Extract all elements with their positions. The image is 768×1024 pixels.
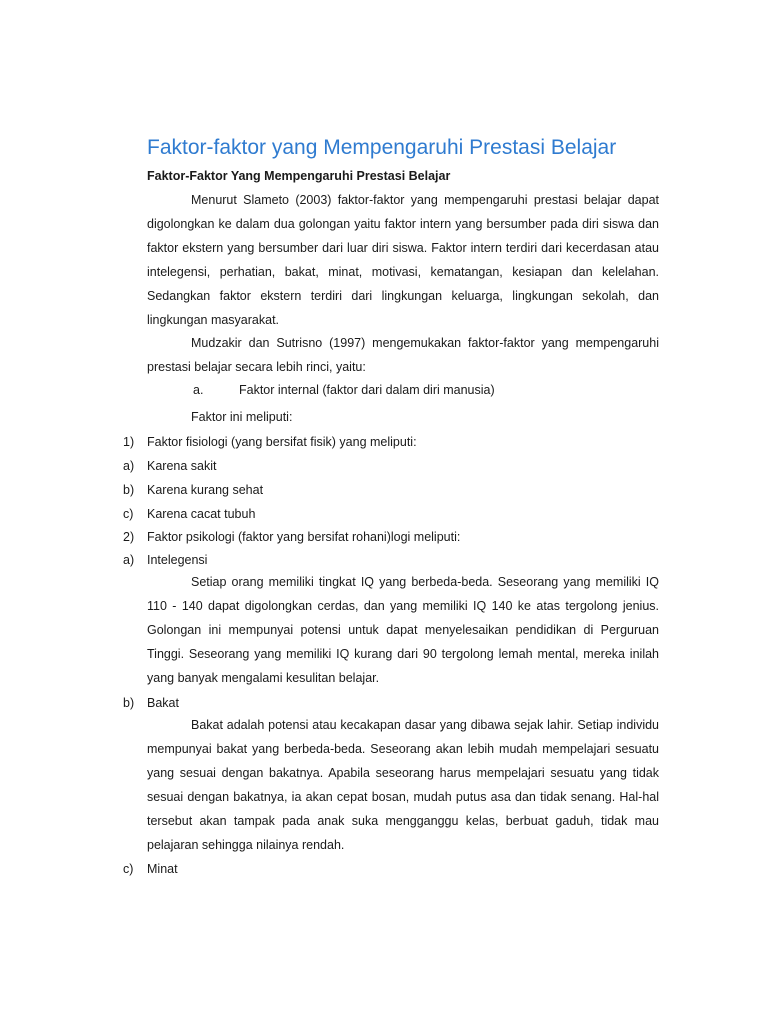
faktor-meliputi-text: Faktor ini meliputi: xyxy=(191,410,293,424)
paragraph-mudzakir xyxy=(147,332,659,380)
list-marker: 2) xyxy=(123,530,135,544)
list-marker: a) xyxy=(123,459,135,473)
paragraph-text: Menurut Slameto (2003) faktor-faktor yang mempengaruhi prestasi belajar dapat digolongkan ke dalam dua golongan yaitu faktor intern yang bersumber pada diri siswa dan faktor ekstern yang bersumber dari luar diri siswa. Faktor intern terdiri dari kecerdasan atau intelegensi, perhatian, bakat, minat, motivasi, kematangan, kesiapan dan kelelahan. Sedangkan faktor ekstern terdiri dari lingkungan keluarga, lingkungan sekolah, dan lingkungan masyarakat. xyxy=(147,193,659,327)
list-marker: 1) xyxy=(123,435,135,449)
list-marker: c) xyxy=(123,862,134,876)
section-heading: Faktor-Faktor Yang Mempengaruhi Prestasi Belajar xyxy=(147,169,451,183)
list-item-text: Faktor fisiologi (yang bersifat fisik) yang meliputi: xyxy=(147,435,417,449)
list-item-text: Minat xyxy=(147,862,178,876)
list-marker: c) xyxy=(123,507,134,521)
paragraph-text: Setiap orang memiliki tingkat IQ yang berbeda-beda. Seseorang yang memiliki IQ 110 - 140 dapat digolongkan cerdas, dan yang memiliki IQ 140 ke atas tergolong jenius. Golongan ini mempunyai potensi untuk dapat menyelesaikan pendidikan di Perguruan Tinggi. Seseorang yang memiliki IQ kurang dari 90 tergolong lemah mental, mereka inilah yang banyak mengalami kesulitan belajar. xyxy=(147,575,659,685)
point-a-marker: a. xyxy=(193,383,204,397)
list-marker: b) xyxy=(123,483,135,497)
list-marker: a) xyxy=(123,553,135,567)
paragraph-intelegensi xyxy=(147,571,659,691)
list-item-text: Intelegensi xyxy=(147,553,208,567)
list-item-text: Karena cacat tubuh xyxy=(147,507,256,521)
point-a-text: Faktor internal (faktor dari dalam diri manusia) xyxy=(239,383,495,397)
paragraph-text: Mudzakir dan Sutrisno (1997) mengemukakan faktor-faktor yang mempengaruhi prestasi belajar secara lebih rinci, yaitu: xyxy=(147,336,659,374)
paragraph-text: Bakat adalah potensi atau kecakapan dasar yang dibawa sejak lahir. Setiap individu mempunyai bakat yang berbeda-beda. Seseorang akan lebih mudah mempelajari sesuatu yang sesuai dengan bakatnya. Apabila seseorang harus mempelajari sesuatu yang tidak sesuai dengan bakatnya, ia akan cepat bosan, mudah putus asa dan tidak senang. Hal-hal tersebut akan tampak pada anak suka mengganggu kelas, berbuat gaduh, tidak mau pelajaran sehingga nilainya rendah. xyxy=(147,718,659,852)
list-marker: b) xyxy=(123,696,135,710)
document-title: Faktor-faktor yang Mempengaruhi Prestasi Belajar xyxy=(147,136,617,159)
paragraph-bakat xyxy=(147,714,659,857)
list-item-text: Karena kurang sehat xyxy=(147,483,264,497)
list-item-text: Bakat xyxy=(147,696,179,710)
paragraph-slameto xyxy=(147,189,659,332)
list-item-text: Faktor psikologi (faktor yang bersifat rohani)logi meliputi: xyxy=(147,530,461,544)
list-item-text: Karena sakit xyxy=(147,459,217,473)
